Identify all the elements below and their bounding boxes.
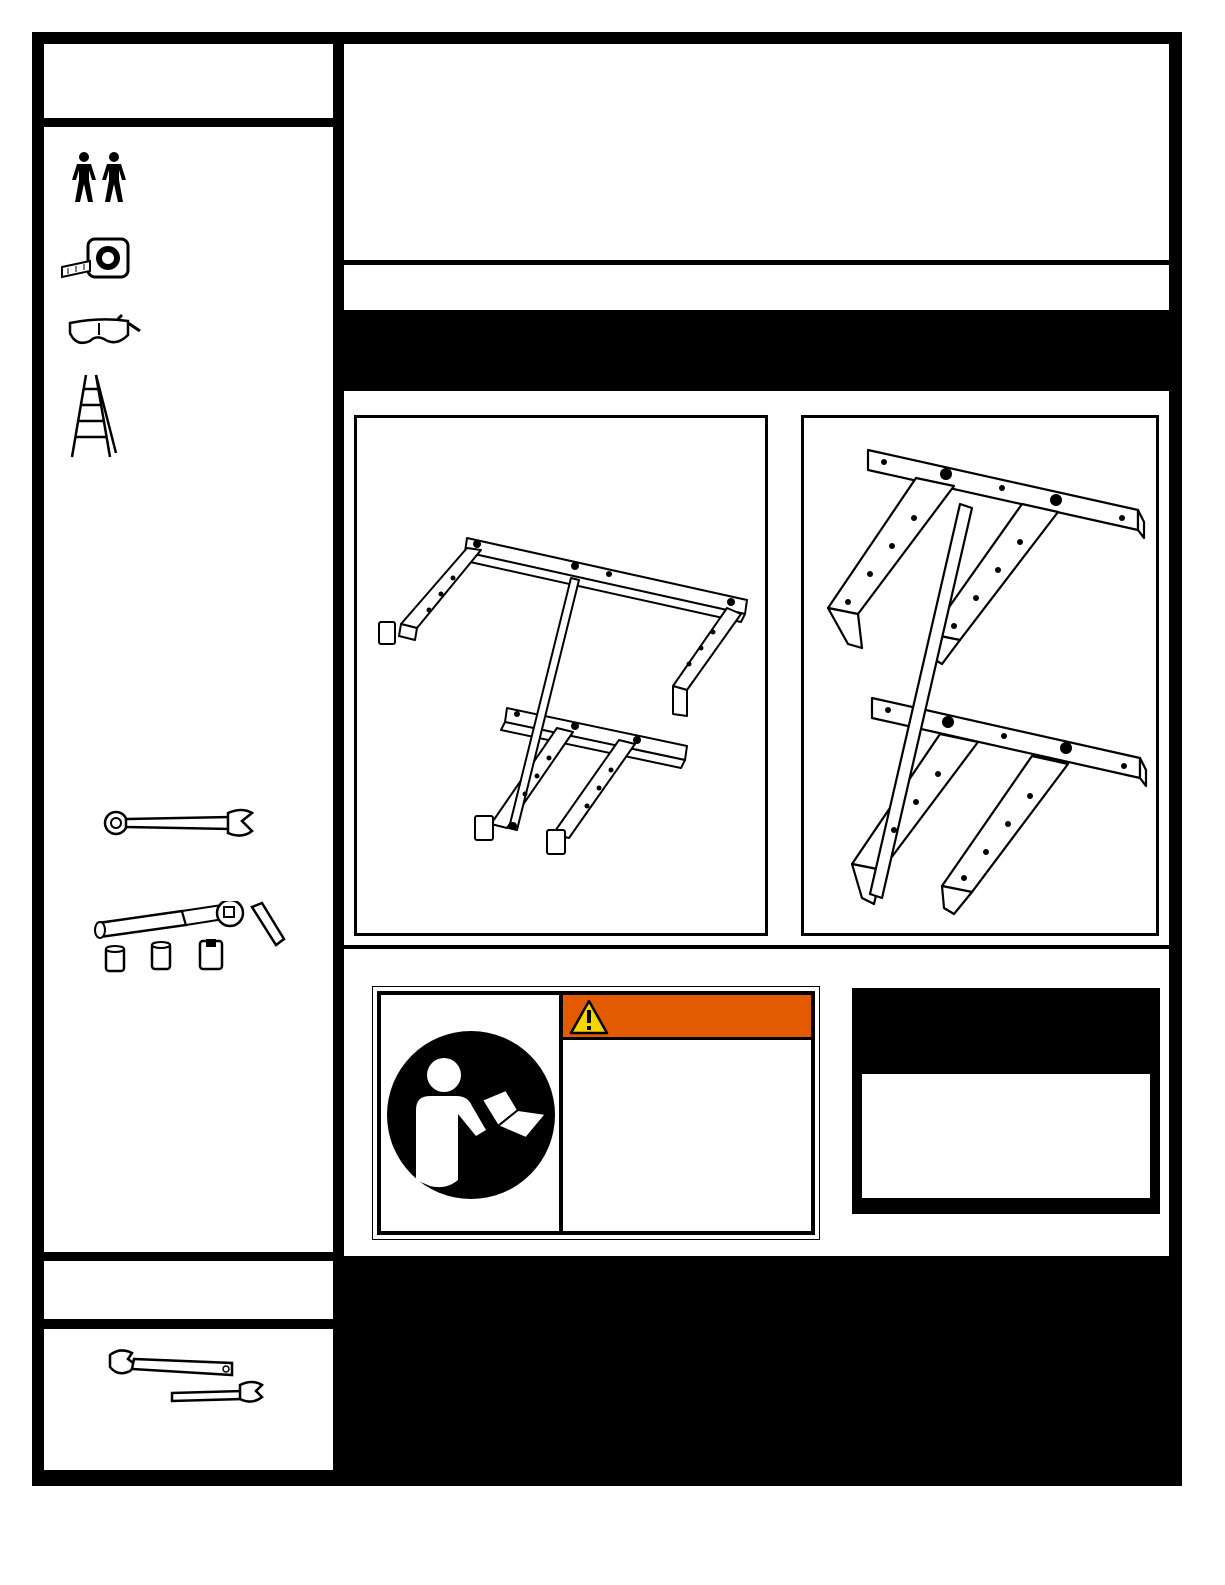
tape-measure-icon: [60, 235, 132, 283]
sidebar-tools-panel: [44, 127, 333, 1252]
two-people-icon: [66, 151, 136, 203]
bracket-assembly-front-illustration: [804, 418, 1156, 933]
warning-label: [372, 986, 820, 1240]
figure-1-box: [354, 415, 768, 936]
socket-wrench-set-icon: [92, 901, 302, 985]
figure-2-box: [801, 415, 1159, 936]
notice-box: [852, 988, 1160, 1214]
sidebar-header-panel: [44, 44, 333, 118]
safety-glasses-icon: [66, 313, 142, 351]
warning-triangle-icon: [569, 999, 609, 1035]
sidebar-alt-tools-header-panel: [44, 1261, 333, 1319]
sidebar-alt-tools-panel: [44, 1329, 333, 1470]
main-subheader-panel: [344, 265, 1169, 310]
adjustable-wrench-large-icon: [106, 1347, 238, 1381]
main-section-bar: [344, 313, 1169, 389]
main-header-panel: [344, 44, 1169, 260]
figures-panel: [344, 391, 1169, 945]
read-manual-icon: [386, 1030, 556, 1200]
combination-wrench-icon: [102, 805, 256, 841]
bracket-assembly-isometric-illustration: [357, 418, 765, 933]
adjustable-wrench-small-icon: [168, 1379, 266, 1407]
notice-box-content: [862, 1074, 1150, 1198]
warning-header: [563, 995, 811, 1040]
warnings-panel: [344, 949, 1169, 1256]
step-ladder-icon: [68, 373, 118, 459]
